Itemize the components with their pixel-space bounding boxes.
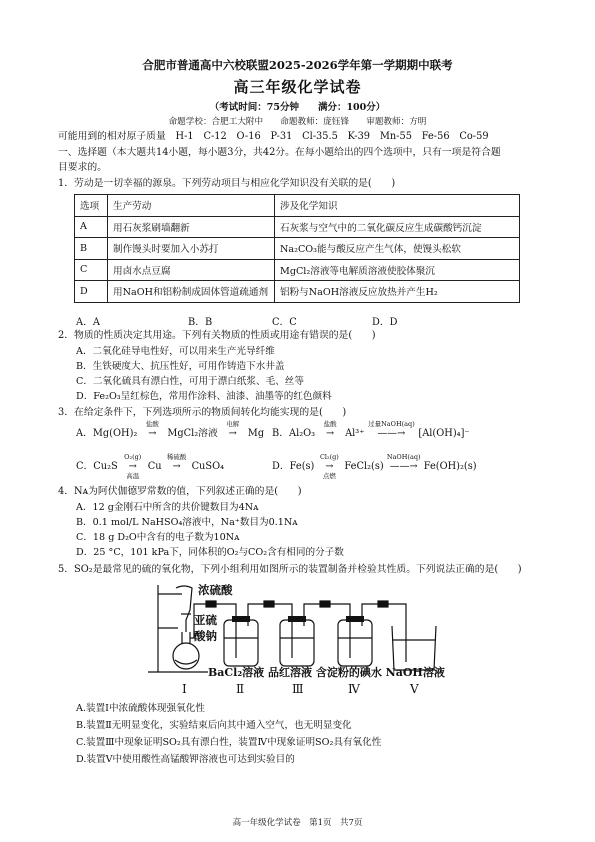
table-cell: 石灰浆与空气中的二氧化碳反应生成碳酸钙沉淀 — [275, 216, 520, 238]
inlet-tube-3 — [286, 604, 292, 658]
option-c: C.装置Ⅲ中现象证明SO₂具有漂白性，装置Ⅳ中现象证明SO₂具有氧化性 — [76, 737, 382, 748]
condition: Cl₂(g) — [319, 453, 339, 461]
option-d: D．Fe₂O₃呈红棕色，常用作涂料、油漆、油墨等的红色颜料 — [76, 391, 332, 402]
table-header-row — [75, 195, 520, 217]
arrow: 过量NaOH(aq) ——→ — [364, 428, 418, 440]
condition: 点燃 — [322, 472, 336, 480]
option-c: C．18 g D₂O中含有的电子数为10Nᴀ — [76, 532, 240, 543]
reactant: C．Cu₂S — [76, 461, 118, 472]
question-stem: 2．物质的性质决定其用途。下列有关物质的性质或用途有错误的是( ) — [58, 330, 376, 341]
condition: 高温 — [126, 472, 140, 480]
table-row — [75, 259, 520, 281]
question-stem: 1．劳动是一切幸福的源泉。下列劳动项目与相应化学知识没有关联的是( ) — [58, 178, 396, 189]
reactant: B．Al₂O₃ — [272, 428, 316, 439]
choice-a: A．A — [76, 317, 100, 328]
condition: 稀硫酸 — [166, 453, 187, 461]
option-b — [272, 420, 470, 440]
option-b: B．0.1 mol/L NaHSO₄溶液中，Na⁺数目为0.1Nᴀ — [76, 517, 298, 528]
condition: NaOH(aq) — [386, 453, 421, 461]
numeral-2: Ⅱ — [236, 682, 245, 696]
choice-d: D．D — [372, 317, 398, 328]
intermediate: MgCl₂溶液 — [167, 428, 218, 439]
table-row — [75, 216, 520, 238]
paper-title: 高三年级化学试卷 — [233, 78, 362, 96]
product: CuSO₄ — [191, 461, 225, 472]
flask-liquid — [175, 660, 197, 664]
table-cell: 用石灰浆刷墙翻新 — [108, 216, 275, 238]
question-stem: 5．SO₂是最常见的硫的氧化物，下列小组利用如图所示的装置制备并检验其性质。下列说法正确的是( ) — [58, 564, 522, 575]
intermediate: Al³⁺ — [345, 428, 365, 439]
table-cell: Na₂CO₃能与酸反应产生气体，使馒头松软 — [275, 238, 520, 260]
reactant: D．Fe(s) — [272, 461, 315, 472]
gas-bottle-3 — [280, 620, 314, 666]
atomic-masses: 可能用到的相对原子质量 H-1 C-12 O-16 P-31 Cl-35.5 K-39 Mn-55 Fe-56 Co-59 — [58, 131, 489, 142]
table-row — [75, 281, 520, 303]
arrow: 盐酸 → — [315, 428, 345, 440]
option-b: B.装置Ⅱ无明显变化，实验结束后向其中通入空气，也无明显变化 — [76, 720, 352, 731]
intermediate: FeCl₂(s) — [344, 461, 384, 472]
rubber-connector — [378, 601, 388, 607]
reactant: A．Mg(OH)₂ — [76, 428, 138, 439]
condition: 盐酸 — [145, 420, 159, 428]
question-stem: 4．Nᴀ为阿伏伽德罗常数的值，下列叙述正确的是( ) — [58, 486, 302, 497]
exam-info: （考试时间：75分钟 满分：100分） — [209, 102, 386, 113]
table-cell: D — [75, 281, 108, 303]
table-header: 生产劳动 — [108, 195, 275, 217]
question-stem: 3．在给定条件下，下列选项所示的物质间转化均能实现的是( ) — [58, 407, 347, 418]
table-cell: 用NaOH和铝粉制成固体管道疏通剂 — [108, 281, 275, 303]
product: Mg — [247, 428, 265, 439]
condition: 电解 — [226, 420, 240, 428]
arrow: Cl₂(g) → 点燃 — [314, 461, 344, 473]
table-cell: C — [75, 259, 108, 281]
arrow: 电解 → — [218, 428, 248, 440]
table-cell: MgCl₂溶液等电解质溶液使胶体聚沉 — [275, 259, 520, 281]
condition: 过量NaOH(aq) — [368, 420, 415, 428]
table-cell: 用卤水点豆腐 — [108, 259, 275, 281]
option-d: D.装置Ⅴ中使用酸性高锰酸钾溶液也可达到实验目的 — [76, 754, 295, 765]
table-cell: 铝粉与NaOH溶液反应放热并产生H₂ — [275, 281, 520, 303]
option-a: A．二氧化硅导电性好，可以用来生产光导纤维 — [76, 346, 275, 357]
numeral-4: Ⅳ — [348, 682, 360, 696]
arrow: 稀硫酸 → — [162, 461, 192, 473]
option-d: D．25 °C，101 kPa下，同体积的O₂与CO₂含有相同的分子数 — [76, 547, 344, 558]
stopper-4 — [346, 616, 364, 622]
separatory-funnel — [176, 586, 192, 632]
option-a: A．12 g金刚石中所含的共价键数目为4Nᴀ — [76, 502, 259, 513]
table-row — [75, 238, 520, 260]
section-title-cont: 目要求的。 — [58, 162, 107, 173]
arrow: O₂(g) → 高温 — [118, 461, 148, 473]
option-d — [272, 453, 477, 480]
inlet-tube-4 — [344, 604, 350, 658]
rubber-connector — [264, 601, 274, 607]
choice-b: B．B — [188, 317, 213, 328]
section-title: 一、选择题（本大题共14小题，每小题3分，共42分。在每小题给出的四个选项中，只有一项是符合题 — [58, 147, 501, 158]
table-cell: A — [75, 216, 108, 238]
gas-bottle-4 — [338, 620, 372, 666]
condition: 盐酸 — [323, 420, 337, 428]
staff-line: 命题学校：合肥工大附中 命题教师：庞钰锋 审题教师：方明 — [168, 117, 427, 127]
condition: O₂(g) — [124, 453, 142, 461]
option-a — [76, 420, 265, 440]
table-header: 选项 — [75, 195, 108, 217]
numeral-3: Ⅲ — [292, 682, 304, 696]
table-cell: 制作馒头时要加入小苏打 — [108, 238, 275, 260]
numeral-5: Ⅴ — [410, 682, 419, 696]
stopper-2 — [232, 616, 250, 622]
choice-c: C．C — [272, 317, 297, 328]
option-b: B．生铁硬度大、抗压性好，可用作铸造下水井盖 — [76, 361, 285, 372]
option-c — [76, 453, 225, 480]
label-sodium-sulfite: 亚硫 — [194, 613, 217, 627]
stopper-3 — [288, 616, 306, 622]
gas-bottle-2 — [224, 620, 258, 666]
arrow: NaOH(aq) ——→ — [384, 461, 424, 473]
option-a: A.装置Ⅰ中浓硫酸体现强氧化性 — [76, 703, 205, 714]
page-footer: 高一年级化学试卷 第1页 共7页 — [232, 818, 363, 828]
rubber-connector — [206, 601, 216, 607]
product: Fe(OH)₂(s) — [423, 461, 477, 472]
label-sodium-sulfite-cont: 酸钠 — [194, 629, 217, 643]
arrow: 盐酸 → — [137, 428, 167, 440]
outlet-tube-4 — [362, 604, 406, 662]
table-header: 涉及化学知识 — [275, 195, 520, 217]
table-cell: B — [75, 238, 108, 260]
inlet-tube-2 — [230, 604, 236, 658]
label-concentrated-sulfuric-acid: 浓硫酸 — [198, 583, 233, 597]
q1-table — [74, 194, 520, 303]
intermediate: Cu — [147, 461, 162, 472]
label-bottle-solutions: BaCl₂溶液 品红溶液 含淀粉的碘水 NaOH溶液 — [208, 666, 445, 679]
exam-title: 合肥市普通高中六校联盟2025-2026学年第一学期期中联考 — [142, 58, 453, 72]
product: [Al(OH)₄]⁻ — [418, 428, 470, 439]
round-bottom-flask — [173, 643, 199, 669]
numeral-1: Ⅰ — [182, 682, 187, 696]
rubber-connector — [320, 601, 330, 607]
option-c: C．二氧化硫具有漂白性，可用于漂白纸浆、毛、丝等 — [76, 376, 304, 387]
